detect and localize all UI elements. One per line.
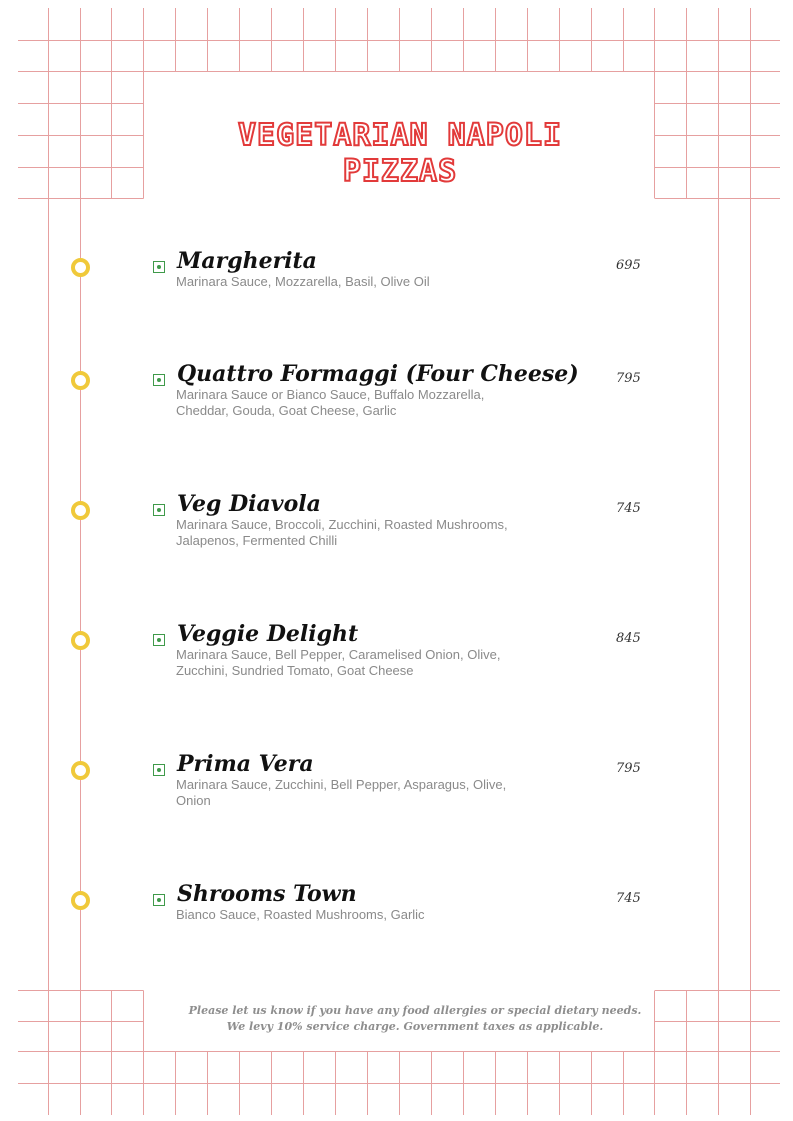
menu-item-veg-diavola bbox=[0, 491, 793, 581]
item-description: Marinara Sauce or Bianco Sauce, Buffalo Mozzarella, Cheddar, Gouda, Goat Cheese, Garlic bbox=[176, 387, 485, 418]
item-name: Shrooms Town bbox=[177, 881, 357, 907]
veg-mark-icon bbox=[153, 894, 165, 906]
ring-bullet-icon bbox=[71, 371, 90, 390]
menu-item-shrooms-town bbox=[0, 881, 793, 971]
veg-mark-icon bbox=[153, 261, 165, 273]
item-description: Marinara Sauce, Mozzarella, Basil, Olive Oil bbox=[176, 274, 430, 289]
item-price: 695 bbox=[616, 258, 641, 273]
menu-title-line-1: VEGETARIAN NAPOLI bbox=[237, 118, 563, 153]
footer-note bbox=[150, 1003, 680, 1035]
service-charge-note: We levy 10% service charge. Government taxes as applicable. bbox=[226, 1020, 604, 1033]
ring-bullet-icon bbox=[71, 258, 90, 277]
menu-item-prima-vera bbox=[0, 751, 793, 841]
item-description: Marinara Sauce, Zucchini, Bell Pepper, Asparagus, Olive, Onion bbox=[176, 777, 507, 808]
menu-title-line-2: PIZZAS bbox=[342, 154, 458, 189]
veg-mark-icon bbox=[153, 764, 165, 776]
item-description: Marinara Sauce, Broccoli, Zucchini, Roasted Mushrooms, Jalapenos, Fermented Chilli bbox=[176, 517, 508, 548]
item-name: Prima Vera bbox=[177, 751, 314, 777]
item-name: Quattro Formaggi (Four Cheese) bbox=[177, 361, 579, 387]
menu-item-veggie-delight bbox=[0, 621, 793, 711]
ring-bullet-icon bbox=[71, 631, 90, 650]
ring-bullet-icon bbox=[71, 501, 90, 520]
menu-title bbox=[140, 118, 660, 190]
item-description: Marinara Sauce, Bell Pepper, Caramelised Onion, Olive, Zucchini, Sundried Tomato, Goat Cheese bbox=[176, 647, 501, 678]
item-price: 745 bbox=[616, 501, 641, 516]
item-price: 795 bbox=[616, 761, 641, 776]
menu-item-quattro-formaggi bbox=[0, 361, 793, 451]
ring-bullet-icon bbox=[71, 761, 90, 780]
allergy-note: Please let us know if you have any food allergies or special dietary needs. bbox=[188, 1004, 642, 1017]
veg-mark-icon bbox=[153, 504, 165, 516]
item-name: Margherita bbox=[177, 248, 317, 274]
ring-bullet-icon bbox=[71, 891, 90, 910]
menu-item-margherita bbox=[0, 248, 793, 338]
item-name: Veggie Delight bbox=[177, 621, 359, 647]
item-price: 845 bbox=[616, 631, 641, 646]
item-name: Veg Diavola bbox=[177, 491, 321, 517]
item-price: 795 bbox=[616, 371, 641, 386]
item-price: 745 bbox=[616, 891, 641, 906]
veg-mark-icon bbox=[153, 374, 165, 386]
item-description: Bianco Sauce, Roasted Mushrooms, Garlic bbox=[176, 907, 425, 922]
veg-mark-icon bbox=[153, 634, 165, 646]
